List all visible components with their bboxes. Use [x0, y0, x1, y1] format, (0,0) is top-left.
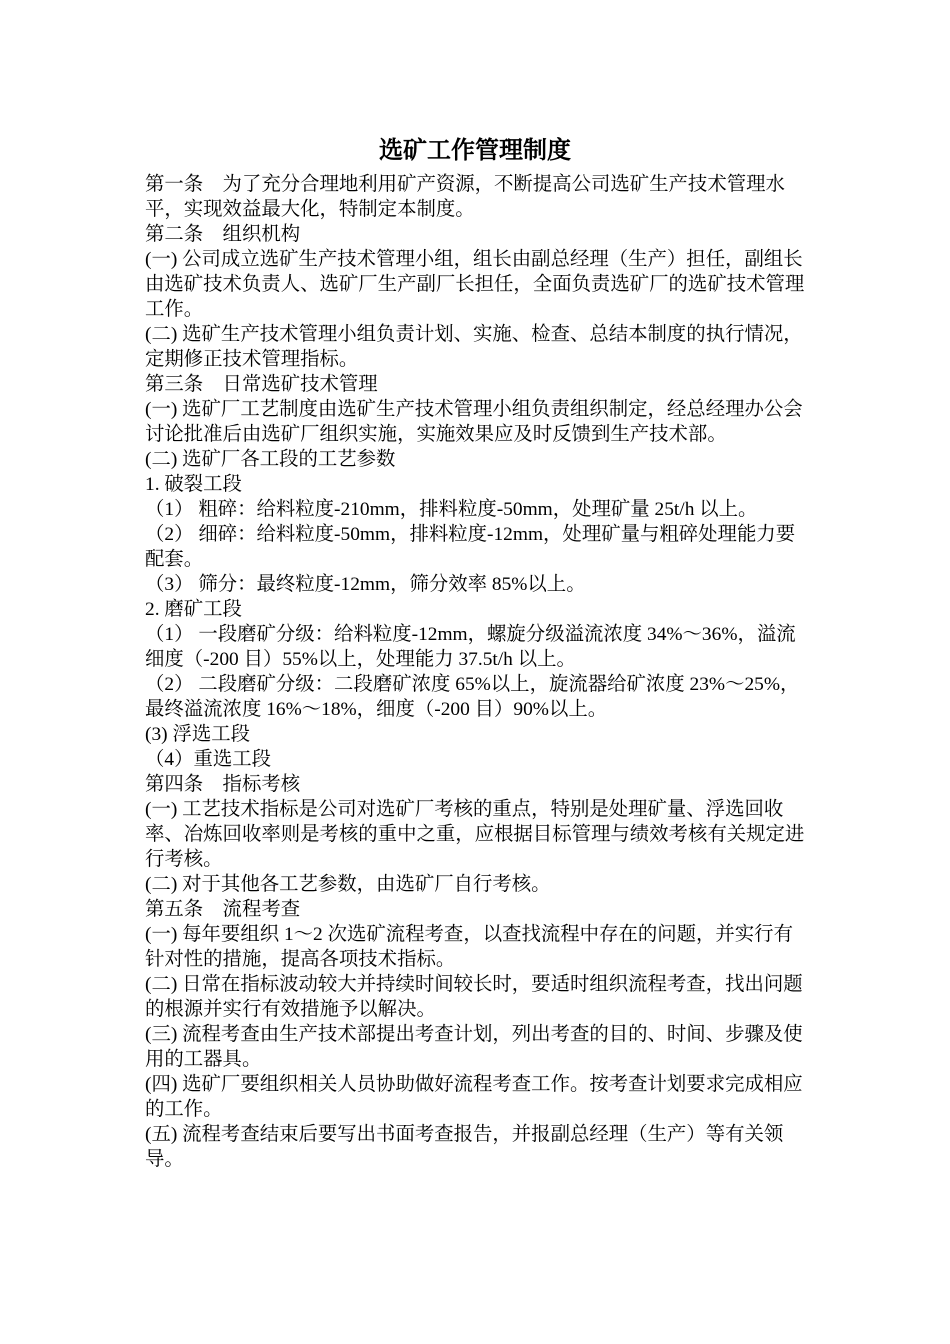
article-5-heading: 第五条 流程考查 [145, 899, 301, 920]
article-4-item-1: (一) 工艺技术指标是公司对选矿厂考核的重点，特别是处理矿量、浮选回收率、冶炼回收率则是考核的重中之重，应根据目标管理与绩效考核有关规定进行考核。 [145, 799, 805, 870]
article-2-heading: 第二条 组织机构 [145, 224, 301, 245]
crushing-coarse: （1） 粗碎：给料粒度-210mm，排料粒度-50mm，处理矿量 25t/h 以上。 [145, 499, 758, 520]
article-4-heading: 第四条 指标考核 [145, 774, 301, 795]
crushing-fine: （2） 细碎：给料粒度-50mm，排料粒度-12mm，处理矿量与粗碎处理能力要配套。 [145, 524, 796, 570]
article-5-item-5: (五) 流程考查结束后要写出书面考查报告，并报副总经理（生产）等有关领导。 [145, 1124, 784, 1170]
article-5-item-4: (四) 选矿厂要组织相关人员协助做好流程考查工作。按考查计划要求完成相应的工作。 [145, 1074, 803, 1120]
gravity-section-heading: （4）重选工段 [145, 749, 272, 770]
article-2-item-1: (一) 公司成立选矿生产技术管理小组，组长由副总经理（生产）担任，副组长由选矿技术负责人、选矿厂生产副厂长担任，全面负责选矿厂的选矿技术管理工作。 [145, 249, 805, 320]
article-5-item-3: (三) 流程考查由生产技术部提出考查计划，列出考查的目的、时间、步骤及使用的工器具。 [145, 1024, 803, 1070]
flotation-section-heading: (3) 浮选工段 [145, 724, 251, 745]
grinding-stage-2: （2） 二段磨矿分级：二段磨矿浓度 65%以上，旋流器给矿浓度 23%～25%，最终溢流浓度 16%～18%，细度（-200 目）90%以上。 [145, 674, 800, 720]
document-title: 选矿工作管理制度 [379, 136, 571, 164]
crushing-screening: （3） 筛分：最终粒度-12mm，筛分效率 85%以上。 [145, 574, 586, 595]
article-2-item-2: (二) 选矿生产技术管理小组负责计划、实施、检查、总结本制度的执行情况，定期修正技术管理指标。 [145, 324, 803, 370]
article-3-heading: 第三条 日常选矿技术管理 [145, 374, 378, 395]
article-1-intro: 第一条 为了充分合理地利用矿产资源，不断提高公司选矿生产技术管理水平，实现效益最大化，特制定本制度。 [145, 174, 785, 220]
article-5-item-1: (一) 每年要组织 1～2 次选矿流程考查，以查找流程中存在的问题，并实行有针对性的措施，提高各项技术指标。 [145, 924, 793, 970]
article-3-item-1: (一) 选矿厂工艺制度由选矿生产技术管理小组负责组织制定，经总经理办公会讨论批准后由选矿厂组织实施，实施效果应及时反馈到生产技术部。 [145, 399, 803, 445]
article-3-item-2: (二) 选矿厂各工段的工艺参数 [145, 449, 396, 470]
article-5-item-2: (二) 日常在指标波动较大并持续时间较长时，要适时组织流程考查，找出问题的根源并实行有效措施予以解决。 [145, 974, 803, 1020]
grinding-stage-1: （1） 一段磨矿分级：给料粒度-12mm，螺旋分级溢流浓度 34%～36%，溢流细度（-200 目）55%以上，处理能力 37.5t/h 以上。 [145, 624, 796, 670]
grinding-section-heading: 2. 磨矿工段 [145, 599, 242, 620]
document-body [145, 172, 810, 1172]
crushing-section-heading: 1. 破裂工段 [145, 474, 242, 495]
article-4-item-2: (二) 对于其他各工艺参数，由选矿厂自行考核。 [145, 874, 551, 895]
